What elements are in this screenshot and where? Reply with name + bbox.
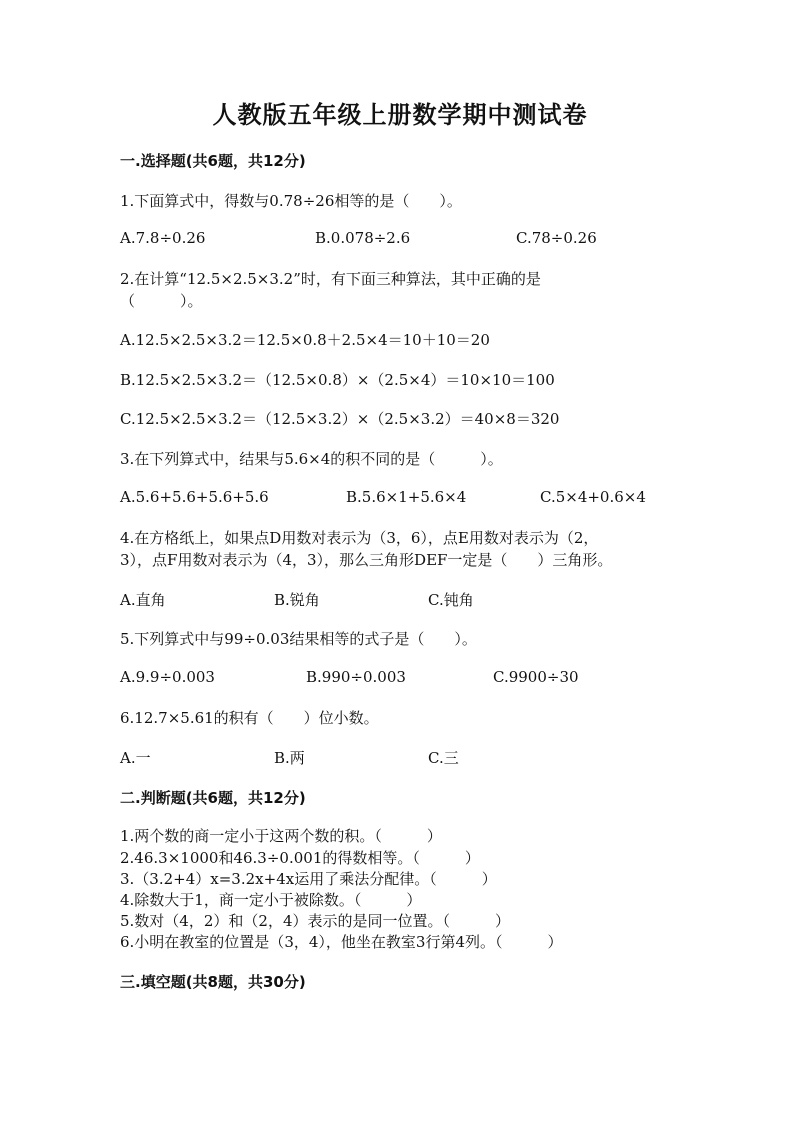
question-6: 6.12.7×5.61的积有（ ）位小数。 [120, 709, 379, 727]
option-5c: C.9900÷30 [493, 668, 579, 686]
question-1: 1.下面算式中，得数与0.78÷26相等的是（ ）。 [120, 192, 462, 210]
question-5: 5.下列算式中与99÷0.03结果相等的式子是（ ）。 [120, 630, 477, 648]
section-heading-choice: 一.选择题(共6题，共12分) [120, 152, 306, 170]
option-6a: A.一 [120, 749, 151, 767]
page-title: 人教版五年级上册数学期中测试卷 [212, 101, 588, 129]
option-4b: B.锐角 [274, 591, 320, 609]
option-3a: A.5.6+5.6+5.6+5.6 [120, 488, 269, 506]
section-heading-judge: 二.判断题(共6题，共12分) [120, 789, 306, 807]
judge-item-5: 5.数对（4，2）和（2，4）表示的是同一位置。（ ） [120, 912, 510, 930]
question-2: 2.在计算“12.5×2.5×3.2”时，有下面三种算法，其中正确的是 [120, 270, 541, 288]
section-heading-fill: 三.填空题(共8题，共30分) [120, 973, 306, 991]
judge-item-1: 1.两个数的商一定小于这两个数的积。（ ） [120, 827, 442, 845]
option-1c: C.78÷0.26 [516, 229, 597, 247]
option-4c: C.钝角 [428, 591, 474, 609]
option-5b: B.990÷0.003 [306, 668, 406, 686]
option-2b: B.12.5×2.5×3.2＝（12.5×0.8）×（2.5×4）＝10×10＝100 [120, 371, 555, 389]
judge-item-3: 3.（3.2+4）x=3.2x+4x运用了乘法分配律。（ ） [120, 870, 497, 888]
option-6c: C.三 [428, 749, 459, 767]
question-4-cont: 3），点F用数对表示为（4，3），那么三角形DEF一定是（ ）三角形。 [120, 551, 613, 569]
option-2a: A.12.5×2.5×3.2＝12.5×0.8＋2.5×4＝10＋10＝20 [120, 331, 490, 349]
option-1a: A.7.8÷0.26 [120, 229, 206, 247]
option-1b: B.0.078÷2.6 [315, 229, 411, 247]
option-3b: B.5.6×1+5.6×4 [346, 488, 467, 506]
option-6b: B.两 [274, 749, 305, 767]
judge-item-2: 2.46.3×1000和46.3÷0.001的得数相等。（ ） [120, 849, 480, 867]
option-2c: C.12.5×2.5×3.2＝（12.5×3.2）×（2.5×3.2）＝40×8＝320 [120, 410, 560, 428]
judge-item-6: 6.小明在教室的位置是（3，4），他坐在教室3行第4列。（ ） [120, 933, 563, 951]
option-5a: A.9.9÷0.003 [120, 668, 215, 686]
option-4a: A.直角 [120, 591, 166, 609]
question-4: 4.在方格纸上，如果点D用数对表示为（3，6），点E用数对表示为（2， [120, 529, 599, 547]
question-2-cont: （ ）。 [120, 292, 203, 310]
judge-item-4: 4.除数大于1，商一定小于被除数。（ ） [120, 891, 422, 909]
question-3: 3.在下列算式中，结果与5.6×4的积不同的是（ ）。 [120, 450, 503, 468]
option-3c: C.5×4+0.6×4 [540, 488, 646, 506]
